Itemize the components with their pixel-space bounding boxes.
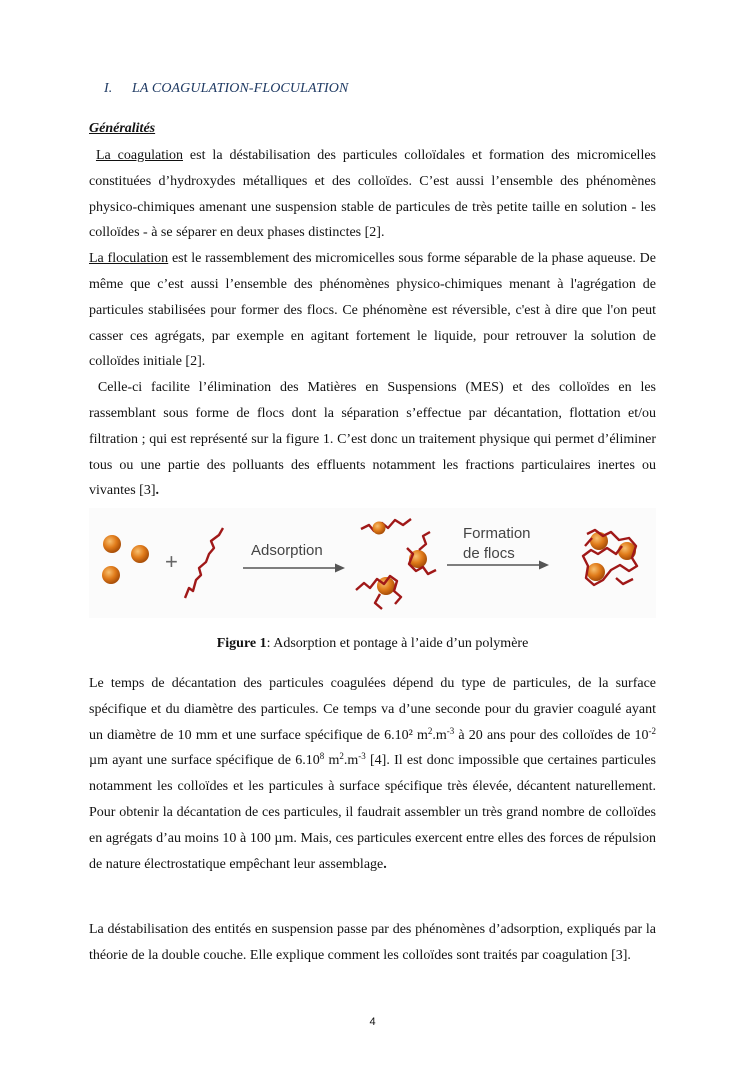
page-number: 4 — [369, 1016, 376, 1028]
decantation-text-7: [4]. Il est donc impossible que certaines particules notamment les colloïdes et les particules à surface spécifique très élevée, décantent naturellement. Pour obtenir la décantation de ces particules, il faudrait assembler un très grand nombre de colloïdes en agrégats d’au moins 10 à 100 µm. Mais, ces particules exercent entre elles des forces de répulsion de nature électrostatique empêchant leur assemblage — [89, 753, 656, 872]
figure-caption — [89, 636, 656, 652]
caption-text: : Adsorption et pontage à l’aide d’un polymère — [266, 636, 529, 651]
text-block-2 — [89, 671, 656, 877]
section-heading — [104, 81, 348, 97]
decantation-text-3: à 20 ans pour des colloïdes de 10 — [454, 727, 649, 743]
paragraph-destabilisation: La déstabilisation des entités en suspension passe par des phénomènes d’adsorption, expliqués par la théorie de la double couche. Elle explique comment les colloïdes sont traités par coagulation [3]. — [89, 922, 656, 963]
term-floculation: La floculation — [89, 251, 169, 267]
particle-2 — [131, 545, 149, 563]
text-block-1 — [89, 143, 656, 504]
sup-4: 8 — [319, 751, 325, 762]
sup-5: 2 — [339, 751, 344, 762]
decantation-text-2: .m — [432, 727, 447, 743]
paragraph-decantation — [89, 671, 656, 877]
floc-particle-3 — [587, 563, 605, 581]
section-title: LA COAGULATION-FLOCULATION — [132, 81, 349, 96]
decantation-end: . — [383, 856, 387, 872]
plus-sign: + — [165, 549, 178, 574]
figure-illustration — [89, 508, 656, 618]
particle-1 — [103, 535, 121, 553]
formation-label-line-1: Formation — [463, 525, 531, 542]
decantation-text-5: m — [324, 753, 340, 769]
term-coagulation: La coagulation — [95, 148, 183, 163]
paragraph-mes-text: Celle-ci facilite l’élimination des Matières en Suspensions (MES) et des colloïdes en les rassemblant sous forme de flocs dont la séparation s’effectue par décantation, flottation et/ou filtration ; qui est représenté sur la figure 1. C’est donc un traitement physique qui permet d’éliminer tous ou une partie des polluants des effluents notamment les fractions particulaires inertes ou vivantes [3] — [89, 380, 656, 499]
decantation-text-1: Le temps de décantation des particules coagulées dépend du type de particules, de la surface spécifique et du diamètre des particules. Ce temps va d’une seconde pour du gravier coagulé ayant un diamètre de 10 mm et une surface spécifique de 6.10² m — [89, 676, 656, 743]
paragraph-floculation — [89, 246, 656, 375]
sup-2: -3 — [446, 725, 455, 736]
caption-label: Figure 1 — [216, 636, 267, 651]
sup-3: -2 — [648, 725, 657, 736]
particle-adsorbed-1 — [373, 522, 386, 535]
decantation-text-4: µm ayant une surface spécifique de 6.10 — [89, 753, 320, 769]
subheading: Généralités — [89, 121, 156, 136]
sup-6: -3 — [358, 751, 366, 762]
text-block-3 — [89, 917, 656, 969]
paragraph-floculation-text: est le rassemblement des micromicelles sous forme séparable de la phase aqueuse. De même que c’est aussi l’ensemble des phénomènes physico-chimiques menant à l'agrégation de particules stabilisées pour former des flocs. Ce phénomène est réversible, c'est à dire que l'on peut casser ces agrégats, par exemple en agitant fortement le liquide, pour retrouver la solution de colloïdes initiale [2]. — [89, 251, 656, 370]
particle-3 — [102, 566, 120, 584]
paragraph-coagulation-text: est la déstabilisation des particules colloïdales et formation des micromicelles constituées d’hydroxydes métalliques et des colloïdes. C’est aussi l’ensemble des phénomènes physico-chimiques amenant une suspension stable de particules de très petite taille en solution - les colloïdes - à se séparer en deux phases distinctes [2]. — [89, 148, 657, 241]
paragraph-mes — [89, 375, 656, 504]
section-number: I. — [104, 81, 113, 96]
adsorption-label: Adsorption — [251, 542, 323, 559]
sup-1: 2 — [427, 725, 433, 736]
figure-adsorption — [89, 508, 656, 618]
paragraph-coagulation — [89, 143, 656, 246]
formation-label-line-2: de flocs — [463, 545, 515, 562]
decantation-text-6: .m — [343, 753, 359, 769]
paragraph-mes-end: . — [155, 483, 159, 499]
